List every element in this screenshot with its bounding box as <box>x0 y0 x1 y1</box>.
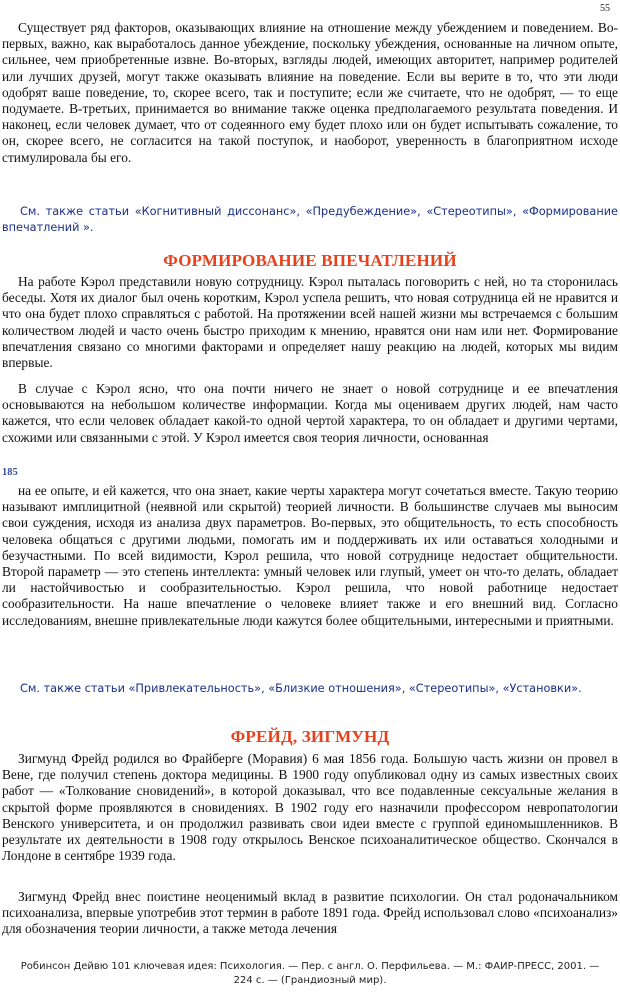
paragraph-freud-2: Зигмунд Фрейд внес поистине неоценимый вклад в развитие психологии. Он стал родоначальником психоанализа, впервые употребив этот термин в работе 1891 года. Фрейд использовал слово «психоанализ» для обозначения теории личности, а также метода лечения <box>2 889 618 937</box>
paragraph-impressions-2: В случае с Кэрол ясно, что она почти ничего не знает о новой сотруднице и ее впечатления основываются на небольшом количестве информации. Когда мы оцениваем других людей, нам часто кажется, что если человек обладает какой-то одной чертой характера, то он обладает и другими чертами, схожими или связанными с этой. У Кэрол имеется своя теория личности, основанная <box>2 381 618 445</box>
see-also-2: См. также статьи «Привлекательность», «Близкие отношения», «Стереотипы», «Установки». <box>20 682 582 695</box>
heading-freud: ФРЕЙД, ЗИГМУНД <box>230 727 390 746</box>
footer-line-2: 224 с. — (Грандиозный мир). <box>233 975 387 986</box>
footer-line-1: Робинсон Дейвю 101 ключевая идея: Психология. — Пер. с англ. О. Перфильева. — М.: ФАИР-ПРЕСС, 2001. — <box>20 961 600 972</box>
paragraph-freud-1: Зигмунд Фрейд родился во Фрайберге (Моравия) 6 мая 1856 года. Большую часть жизни он провел в Вене, где получил степень доктора медицины. В 1900 году опубликовал одну из самых известных своих работ — «Толкование сновидений», в которой доказывал, что все подавленные сексуальные желания в скрытой форме проявляются в сновидениях. В 1902 году его назначили профессором невропатологии Венского университета, и он продолжил развивать свои идеи вместе с группой единомышленников. В результате их деятельности в 1908 году открылось Венское психоаналитическое общество. Скончался в Лондоне в сентябре 1939 года. <box>2 751 618 864</box>
page-marker: 185 <box>2 467 18 478</box>
see-also-1: См. также статьи «Когнитивный диссонанс», «Предубеждение», «Стереотипы», «Формирование впечатлений ». <box>2 205 618 234</box>
page-number: 55 <box>600 3 610 14</box>
heading-impressions: ФОРМИРОВАНИЕ ВПЕЧАТЛЕНИЙ <box>163 251 457 270</box>
paragraph-impressions-1: На работе Кэрол представили новую сотрудницу. Кэрол пыталась поговорить с ней, но та сторонилась беседы. Хотя их диалог был очень коротким, Кэрол успела решить, что новая сотрудница ей не нравится и что она будет плохо справляться с работой. На протяжении всей нашей жизни мы встречаемся с большим количеством людей и часто очень быстро приходим к мнению, нравятся они нам или нет. Формирование впечатления связано со многими факторами и определяет нашу реакцию на людей, которых мы видим впервые. <box>2 274 618 371</box>
footer-citation <box>0 960 620 988</box>
paragraph-impressions-3: на ее опыте, и ей кажется, что она знает, какие черты характера могут сочетаться вместе. Такую теорию называют имплицитной (неявной или скрытой) теорией личности. В большинстве случаев мы выносим свои суждения, исходя из анализа двух параметров. Во-первых, это общительность, то есть способность человека общаться с другими людьми, помогать им и поддерживать их или оставаться холодными и безучастными. По всей видимости, Кэрол решила, что новой сотруднице недостает общительности. Второй параметр — это степень интеллекта: умный человек или глупый, умеет он что-то делать, обладает ли настойчивостью и сообразительностью. Кэрол решила, что новой работнице недостает сообразительности. На наше впечатление о человеке влияет также и его внешний вид. Согласно исследованиям, внешне привлекательные люди кажутся более общительными, интересными и приятными. <box>2 483 618 628</box>
paragraph-intro: Существует ряд факторов, оказывающих влияние на отношение между убеждением и поведением. Во-первых, важно, как выработалось данное убеждение, поскольку убеждения, основанные на личном опыте, сильнее, чем приобретенные извне. Во-вторых, взгляды людей, имеющих авторитет, например родителей или лучших друзей, могут также оказывать влияние на поведение. Если вы верите в то, что эти люди одобрят ваше поведение, то, скорее всего, так и поступите; если же считаете, что не одобрят, — то еще подумаете. В-третьих, принимается во внимание также оценка предполагаемого результата поведения. И наконец, если человек думает, что от содеянного ему будет плохо или он будет испытывать сожаление, то он, скорее всего, не согласится на такой поступок, и наоборот, уверенность в благоприятном исходе стимулировала бы его. <box>2 20 618 165</box>
